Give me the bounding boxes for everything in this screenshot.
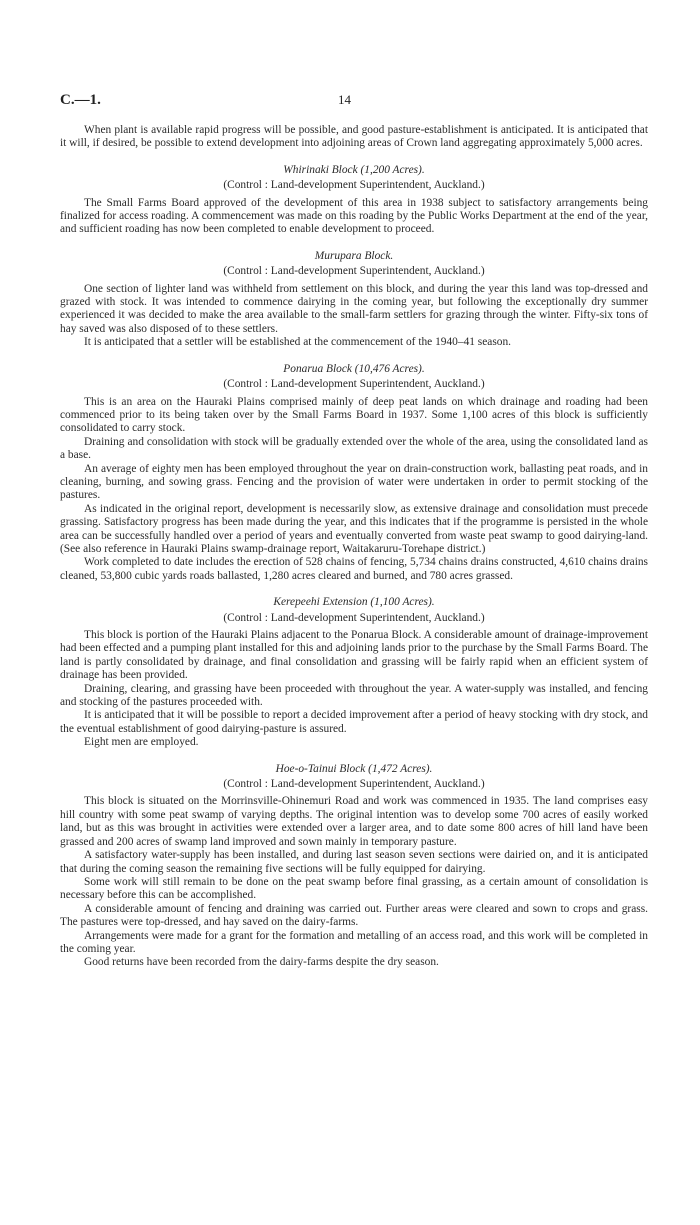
section-hoe-o-tainui — [60, 763, 648, 970]
paragraph: Work completed to date includes the erection of 528 chains of fencing, 5,734 chains drains constructed, 4,610 chains drains cleaned, 53,800 cubic yards roads ballasted, 1,280 acres cleared and burned, and 780 acres grassed. — [60, 556, 648, 582]
section-control: (Control : Land-development Superintendent, Auckland.) — [223, 179, 485, 192]
paragraph: This is an area on the Hauraki Plains comprised mainly of deep peat lands on which drainage and roading had been commenced prior to its being taken over by the Small Farms Board in 1937. Some 1,100 acres of this block is sufficiently consolidated to carry stock. — [60, 395, 648, 435]
section-title: Ponarua Block (10,476 Acres). — [283, 362, 425, 375]
paragraph: The Small Farms Board approved of the development of this area in 1938 subject to satisfactory arrangements being finalized for access roading. A commencement was made on this roading by the Public Works Department at the end of the year, and sufficient roading has now been completed to enable development to proceed. — [60, 196, 648, 236]
intro-paragraph: When plant is available rapid progress will be possible, and good pasture-establishment is anticipated. It is anticipated that it will, if desired, be possible to extend development into adjoining areas of Crown land aggregating approximately 5,000 acres. — [60, 124, 648, 150]
section-control: (Control : Land-development Superintendent, Auckland.) — [223, 778, 485, 791]
section-title: Hoe-o-Tainui Block (1,472 Acres). — [275, 762, 433, 775]
paragraph: It is anticipated that a settler will be established at the commencement of the 1940–41 season. — [84, 336, 512, 349]
page-number: 14 — [338, 92, 351, 107]
paragraph: As indicated in the original report, development is necessarily slow, as extensive drainage and consolidation must precede grassing. Satisfactory progress has been made during the year, and this indicates that if the programme is persisted in the whole area can be successfully handled over a period of years and eventually converted from waste peat swamp to good dairying-land. (See also reference in Hauraki Plains swamp-drainage report, Waitakaruru-Torehape district.) — [60, 502, 648, 555]
section-whirinaki — [60, 164, 648, 237]
paragraph: A satisfactory water-supply has been installed, and during last season seven sections were dairied on, and it is anticipated that during the coming season the remaining five sections will be fully equipped for dairying. — [60, 849, 648, 875]
report-code: C.—1. — [60, 92, 101, 108]
paragraph: A considerable amount of fencing and draining was carried out. Further areas were cleared and sown to crops and grass. The pastures were top-dressed, and hay saved on the dairy-farms. — [60, 902, 648, 929]
section-title: Whirinaki Block (1,200 Acres). — [283, 163, 425, 176]
paragraph: Eight men are employed. — [84, 736, 199, 749]
paragraph: It is anticipated that it will be possible to report a decided improvement after a period of heavy stocking with dry stock, and the eventual establishment of good dairying-pasture is assured. — [60, 709, 648, 735]
paragraph: One section of lighter land was withheld from settlement on this block, and during the year this land was top-dressed and grazed with stock. It was intended to commence dairying in the coming year, but following the exceptionally dry summer experienced it was decided to make the area available to the small-farm settlers for grazing through the winter. Fifty-six tons of hay saved was also disposed of to these settlers. — [60, 282, 648, 335]
paragraph: This block is situated on the Morrinsville-Ohinemuri Road and work was commenced in 1935. The land comprises easy hill country with some peat swamp of varying depths. The original intention was to develop some 700 acres of easily worked land, but as this was brought in activities were extended over a larger area, and to date some 800 acres of hill land have been grassed and 200 acres of swamp land improved and sown mainly in temporary pasture. — [60, 795, 648, 848]
section-title: Kerepeehi Extension (1,100 Acres). — [273, 596, 435, 609]
section-ponarua — [60, 363, 648, 584]
paragraph: Good returns have been recorded from the dairy-farms despite the dry season. — [84, 956, 439, 969]
section-kerepeehi — [60, 596, 648, 749]
paragraph: Arrangements were made for a grant for the formation and metalling of an access road, and this work will be completed in the coming year. — [60, 929, 648, 955]
section-murupara — [60, 250, 648, 350]
section-control: (Control : Land-development Superintendent, Auckland.) — [223, 611, 485, 624]
section-control: (Control : Land-development Superintendent, Auckland.) — [223, 265, 485, 278]
section-title: Murupara Block. — [314, 249, 394, 262]
paragraph: Draining and consolidation with stock will be gradually extended over the whole of the area, using the consolidated land as a base. — [60, 435, 648, 462]
paragraph: This block is portion of the Hauraki Plains adjacent to the Ponarua Block. A considerable amount of drainage-improvement had been effected and a pumping plant installed for this and adjoining lands prior to the purchase by the Small Farms Board. The land is partly consolidated by drainage, and final consolidation and grassing will be fairly rapid when an efficient system of drainage has been provided. — [60, 629, 648, 682]
paragraph: An average of eighty men has been employed throughout the year on drain-construction work, ballasting peat roads, and in cleaning, burning, and sowing grass. Fencing and the provision of water were undertaken in order to permit stocking of the pastures. — [60, 462, 648, 502]
section-control: (Control : Land-development Superintendent, Auckland.) — [223, 378, 485, 391]
paragraph: Draining, clearing, and grassing have been proceeded with throughout the year. A water-supply was installed, and fencing and stocking of the pastures proceeded with. — [60, 682, 648, 709]
paragraph: Some work will still remain to be done on the peat swamp before final grassing, as a certain amount of consolidation is necessary before this can be accomplished. — [60, 875, 648, 902]
page-body — [60, 80, 648, 970]
